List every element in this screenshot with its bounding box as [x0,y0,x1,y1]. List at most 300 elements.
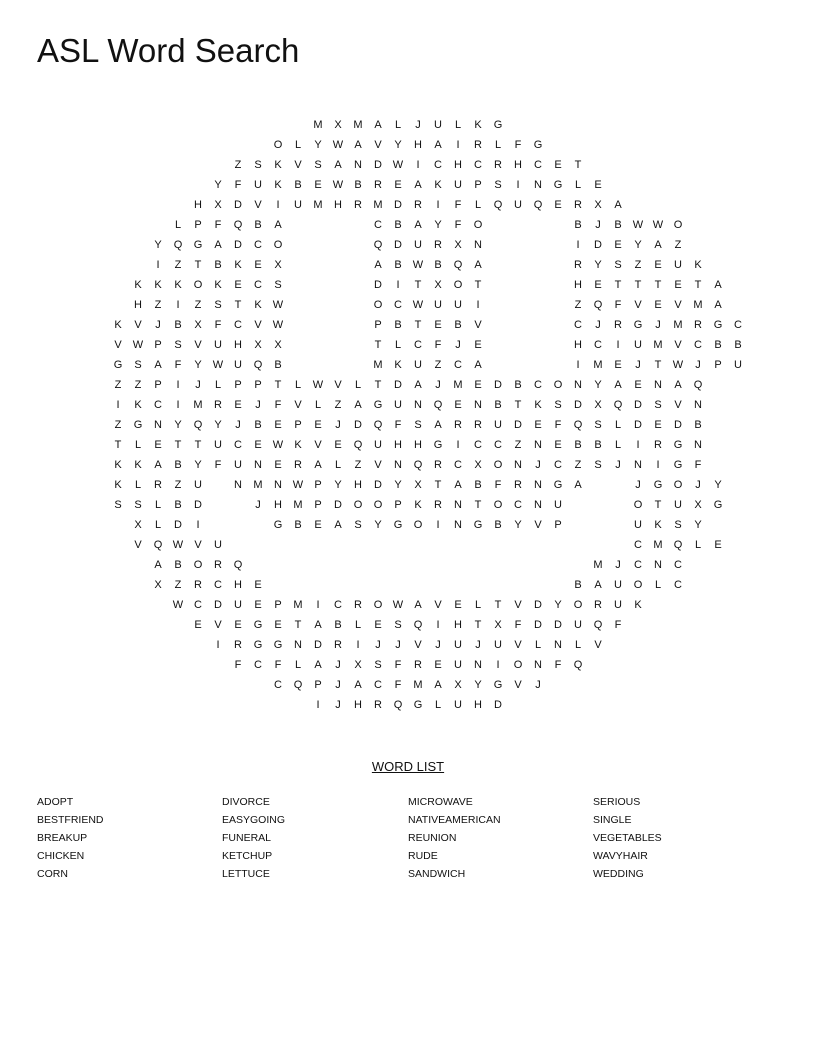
grid-letter: N [414,399,422,411]
grid-letter: Z [674,239,682,251]
grid-letter: P [714,359,722,371]
grid-letter: M [293,499,303,511]
grid-letter: L [614,419,622,431]
grid-letter: G [413,699,423,711]
grid-letter: R [214,559,222,571]
grid-row [0,475,816,495]
grid-letter: Q [193,419,203,431]
grid-letter: F [554,419,562,431]
grid-letter: E [314,519,322,531]
grid-letter: Q [233,219,243,231]
grid-letter: S [654,399,662,411]
grid-letter: F [454,219,462,231]
grid-letter: R [234,639,242,651]
grid-letter: B [274,359,282,371]
grid-letter: R [374,699,382,711]
grid-letter: D [534,619,542,631]
grid-letter: T [114,439,122,451]
grid-row [0,595,816,615]
grid-letter: A [154,459,162,471]
grid-letter: O [453,279,463,291]
grid-letter: B [174,319,182,331]
grid-letter: D [174,519,182,531]
grid-letter: K [694,259,702,271]
grid-letter: I [216,639,220,651]
grid-letter: R [434,499,442,511]
grid-letter: A [714,299,722,311]
grid-letter: R [294,459,302,471]
grid-letter: N [454,519,462,531]
word-list-item: RUDE [408,850,438,862]
grid-letter: T [414,319,422,331]
word-list-item: SANDWICH [408,868,466,880]
grid-letter: K [114,479,122,491]
word-list-item: DIVORCE [222,796,270,808]
word-list-item: CHICKEN [37,850,85,862]
grid-letter: Z [234,159,242,171]
grid-letter: E [194,619,202,631]
grid-letter: K [274,159,282,171]
grid-letter: E [474,339,482,351]
grid-letter: V [634,299,642,311]
grid-row [0,575,816,595]
grid-letter: U [214,539,222,551]
grid-letter: A [354,679,362,691]
grid-row [0,235,816,255]
grid-letter: G [493,679,503,691]
grid-letter: U [674,499,682,511]
grid-letter: R [594,599,602,611]
grid-letter: G [713,499,723,511]
grid-letter: L [134,479,142,491]
grid-letter: I [196,519,200,531]
grid-letter: K [294,439,302,451]
grid-letter: A [374,119,382,131]
grid-letter: V [514,639,522,651]
grid-letter: N [394,459,402,471]
grid-letter: B [494,519,502,531]
grid-letter: U [554,499,562,511]
grid-letter: Q [253,359,263,371]
grid-letter: E [634,379,642,391]
grid-letter: N [534,479,542,491]
grid-letter: E [314,179,322,191]
grid-letter: Y [194,359,202,371]
grid-letter: G [673,439,683,451]
grid-letter: Y [594,259,602,271]
grid-letter: T [474,619,482,631]
grid-letter: X [594,399,602,411]
grid-letter: A [434,139,442,151]
grid-letter: C [634,539,642,551]
grid-letter: Q [293,679,303,691]
grid-letter: X [154,579,162,591]
grid-letter: D [634,419,642,431]
grid-letter: C [574,319,582,331]
grid-letter: H [334,199,342,211]
word-list-item: ADOPT [37,796,74,808]
grid-letter: K [134,459,142,471]
grid-letter: D [594,239,602,251]
grid-letter: Y [174,419,182,431]
grid-letter: C [394,299,402,311]
grid-letter: J [435,639,441,651]
grid-letter: Q [673,539,683,551]
grid-letter: I [316,599,320,611]
grid-letter: D [214,599,222,611]
grid-letter: W [212,359,224,371]
grid-letter: S [114,499,122,511]
word-list-item: EASYGOING [222,814,286,826]
grid-letter: I [156,259,160,271]
grid-letter: U [434,299,442,311]
grid-letter: S [354,519,362,531]
grid-letter: E [554,439,562,451]
grid-letter: A [154,559,162,571]
grid-letter: C [674,579,682,591]
grid-letter: R [354,199,362,211]
word-list-item: FUNERAL [222,832,272,844]
grid-letter: Z [174,479,182,491]
grid-letter: W [272,439,284,451]
grid-letter: C [254,239,262,251]
grid-letter: U [434,119,442,131]
grid-letter: S [274,279,282,291]
grid-letter: U [234,359,242,371]
grid-letter: N [354,159,362,171]
grid-letter: J [395,639,401,651]
grid-letter: Y [554,599,562,611]
grid-letter: B [574,439,582,451]
grid-letter: V [254,319,262,331]
grid-letter: Q [593,299,603,311]
grid-letter: G [533,139,543,151]
grid-letter: T [174,439,182,451]
grid-letter: C [514,499,522,511]
grid-letter: U [374,439,382,451]
grid-letter: F [454,199,462,211]
grid-letter: M [413,679,423,691]
grid-letter: K [134,399,142,411]
grid-letter: C [674,559,682,571]
grid-letter: V [374,459,382,471]
grid-letter: U [214,339,222,351]
grid-row [0,555,816,575]
grid-letter: Q [453,259,463,271]
grid-letter: I [396,279,400,291]
grid-letter: A [334,519,342,531]
grid-letter: A [154,359,162,371]
grid-letter: O [273,239,283,251]
grid-letter: V [434,599,442,611]
grid-letter: A [454,479,462,491]
grid-letter: C [374,219,382,231]
grid-letter: R [434,239,442,251]
grid-letter: Q [413,459,423,471]
grid-row [0,395,816,415]
grid-letter: L [354,619,362,631]
grid-letter: W [632,219,644,231]
grid-letter: T [494,599,502,611]
grid-letter: G [373,399,383,411]
grid-letter: U [414,239,422,251]
grid-letter: F [434,339,442,351]
grid-letter: G [253,639,263,651]
grid-letter: E [314,419,322,431]
grid-letter: U [454,659,462,671]
grid-letter: Q [373,239,383,251]
grid-letter: B [734,339,742,351]
grid-letter: G [113,359,123,371]
grid-letter: K [114,319,122,331]
grid-letter: J [635,359,641,371]
grid-letter: H [234,579,242,591]
grid-letter: G [393,519,403,531]
grid-letter: E [614,239,622,251]
grid-letter: J [255,499,261,511]
grid-letter: H [394,439,402,451]
grid-row [0,195,816,215]
grid-letter: N [474,659,482,671]
grid-letter: B [694,419,702,431]
grid-letter: P [274,599,282,611]
grid-row [0,635,816,655]
grid-letter: H [354,479,362,491]
grid-letter: S [254,159,262,171]
grid-letter: E [334,439,342,451]
grid-letter: X [214,199,222,211]
grid-letter: I [456,139,460,151]
grid-letter: W [652,219,664,231]
grid-letter: S [394,619,402,631]
grid-letter: T [654,499,662,511]
grid-letter: J [655,319,661,331]
grid-letter: A [574,479,582,491]
grid-letter: B [354,179,362,191]
grid-letter: B [294,179,302,191]
grid-letter: H [574,279,582,291]
grid-letter: F [514,139,522,151]
grid-row [0,175,816,195]
grid-letter: I [436,199,440,211]
grid-letter: C [154,399,162,411]
grid-letter: Z [174,579,182,591]
grid-letter: E [454,399,462,411]
grid-letter: O [373,599,383,611]
grid-letter: N [514,459,522,471]
grid-letter: U [454,179,462,191]
grid-letter: M [653,539,663,551]
grid-letter: V [374,139,382,151]
grid-letter: C [374,679,382,691]
grid-letter: C [554,459,562,471]
grid-letter: N [294,639,302,651]
grid-letter: L [394,339,402,351]
word-list-item: CORN [37,868,68,880]
grid-letter: R [374,179,382,191]
grid-letter: L [294,379,302,391]
grid-letter: M [373,359,383,371]
grid-letter: V [334,379,342,391]
grid-letter: W [272,299,284,311]
grid-letter: G [433,439,443,451]
grid-letter: U [454,639,462,651]
grid-letter: U [614,579,622,591]
grid-letter: C [254,279,262,291]
grid-row [0,675,816,695]
word-list-item: VEGETABLES [593,832,662,844]
grid-letter: B [214,259,222,271]
grid-row [0,255,816,275]
grid-letter: G [633,319,643,331]
grid-letter: K [174,279,182,291]
grid-letter: N [554,639,562,651]
grid-letter: B [174,499,182,511]
grid-letter: L [294,659,302,671]
grid-letter: K [414,499,422,511]
grid-letter: Z [634,259,642,271]
grid-letter: T [474,499,482,511]
grid-letter: H [234,339,242,351]
grid-letter: H [134,299,142,311]
grid-letter: P [294,419,302,431]
grid-letter: H [454,159,462,171]
grid-letter: S [614,259,622,271]
grid-letter: M [593,559,603,571]
grid-letter: I [276,199,280,211]
grid-letter: G [653,479,663,491]
grid-letter: B [574,219,582,231]
grid-letter: D [494,379,502,391]
grid-letter: P [254,379,262,391]
grid-letter: K [394,359,402,371]
grid-letter: A [214,239,222,251]
grid-letter: P [154,379,162,391]
grid-letter: G [553,479,563,491]
grid-letter: I [456,439,460,451]
grid-letter: X [254,339,262,351]
grid-letter: D [574,399,582,411]
grid-letter: K [474,119,482,131]
grid-letter: E [454,599,462,611]
grid-letter: I [316,699,320,711]
grid-letter: J [255,399,261,411]
grid-row [0,535,816,555]
grid-letter: V [314,439,322,451]
grid-letter: L [574,179,582,191]
grid-letter: K [274,179,282,191]
grid-letter: D [374,159,382,171]
grid-letter: O [373,499,383,511]
grid-letter: V [414,639,422,651]
grid-letter: I [416,159,420,171]
grid-letter: Q [613,399,623,411]
grid-letter: J [695,479,701,491]
grid-letter: Y [394,479,402,491]
grid-letter: V [134,319,142,331]
grid-letter: B [714,339,722,351]
grid-letter: B [174,559,182,571]
grid-letter: C [534,159,542,171]
grid-letter: B [614,219,622,231]
grid-letter: Q [233,559,243,571]
grid-letter: Y [634,239,642,251]
grid-letter: E [234,399,242,411]
grid-letter: E [254,439,262,451]
grid-letter: J [635,479,641,491]
grid-letter: T [194,259,202,271]
grid-letter: B [254,219,262,231]
grid-letter: N [474,399,482,411]
grid-letter: N [694,439,702,451]
grid-letter: Y [214,419,222,431]
grid-letter: Q [153,539,163,551]
word-list-item: LETTUCE [222,868,270,880]
grid-letter: U [514,199,522,211]
grid-letter: J [475,639,481,651]
grid-letter: D [374,279,382,291]
grid-letter: M [253,479,263,491]
grid-letter: J [235,419,241,431]
grid-letter: F [554,659,562,671]
grid-letter: G [553,179,563,191]
grid-letter: T [634,279,642,291]
grid-letter: H [414,139,422,151]
grid-letter: W [272,319,284,331]
grid-letter: N [534,439,542,451]
grid-letter: I [576,359,580,371]
grid-letter: U [414,359,422,371]
grid-letter: C [694,339,702,351]
grid-letter: P [374,319,382,331]
grid-letter: D [394,239,402,251]
grid-letter: L [474,599,482,611]
grid-letter: N [234,479,242,491]
word-list-item: NATIVEAMERICAN [408,814,501,826]
grid-letter: W [672,359,684,371]
grid-letter: A [414,219,422,231]
grid-letter: E [654,299,662,311]
grid-letter: M [193,399,203,411]
grid-letter: I [436,519,440,531]
grid-letter: A [314,459,322,471]
grid-letter: P [194,219,202,231]
word-list-column-2 [222,796,402,886]
grid-letter: N [534,179,542,191]
grid-letter: T [474,279,482,291]
grid-letter: Y [154,239,162,251]
grid-letter: I [516,179,520,191]
grid-letter: J [615,459,621,471]
grid-letter: Q [573,419,583,431]
grid-letter: W [412,299,424,311]
grid-letter: H [354,699,362,711]
grid-letter: L [574,639,582,651]
grid-letter: F [234,179,242,191]
grid-letter: A [414,599,422,611]
grid-letter: O [413,519,423,531]
grid-letter: V [294,159,302,171]
grid-letter: E [434,319,442,331]
grid-letter: O [493,459,503,471]
grid-row [0,355,816,375]
grid-letter: V [534,519,542,531]
grid-letter: W [392,599,404,611]
grid-letter: Y [434,219,442,231]
grid-letter: T [694,279,702,291]
grid-letter: J [335,679,341,691]
grid-letter: E [614,359,622,371]
